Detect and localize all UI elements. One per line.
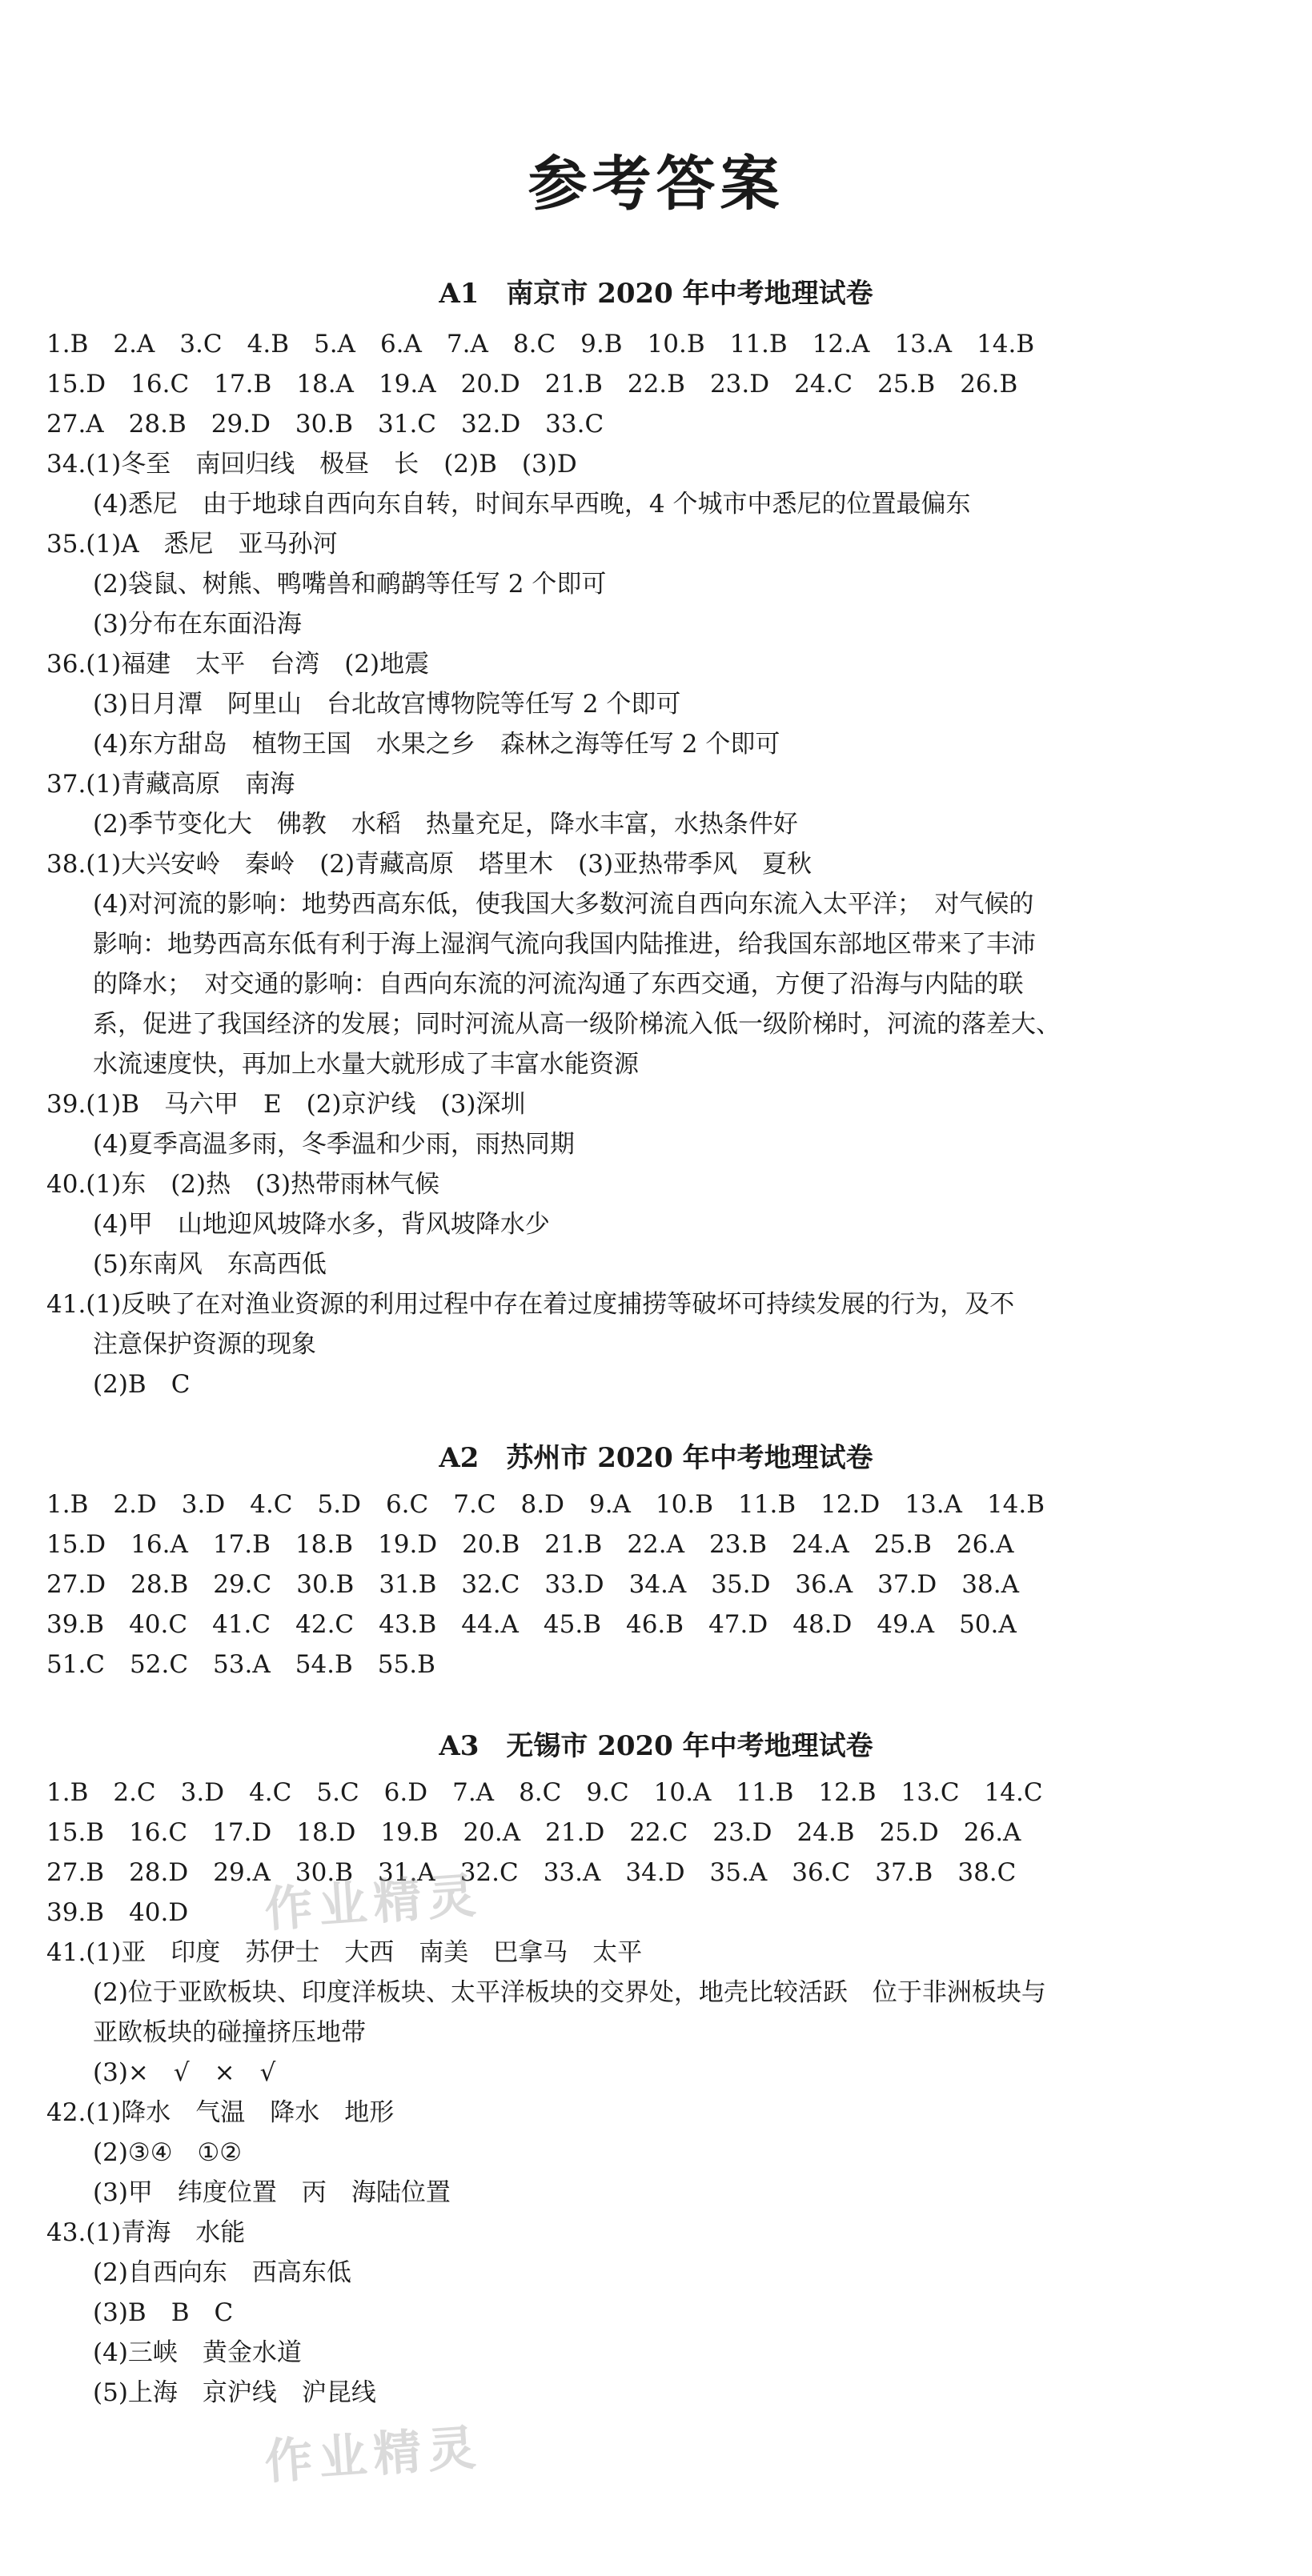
answer-line: 39.(1)B 马六甲 E (2)京沪线 (3)深圳 bbox=[46, 1090, 526, 1119]
answer-line: (4)夏季高温多雨，冬季温和少雨，雨热同期 bbox=[93, 1130, 575, 1159]
section-heading-a2: A2 苏州市 2020 年中考地理试卷 bbox=[439, 1442, 873, 1474]
answer-line: 27.D 28.B 29.C 30.B 31.B 32.C 33.D 34.A 35.D 36.A 37.D 38.A bbox=[46, 1570, 1019, 1599]
section-heading-a3: A3 无锡市 2020 年中考地理试卷 bbox=[439, 1730, 873, 1762]
answer-line: (4)甲 山地迎风坡降水多，背风坡降水少 bbox=[93, 1210, 550, 1239]
answer-line: (2)季节变化大 佛教 水稻 热量充足，降水丰富，水热条件好 bbox=[93, 810, 798, 839]
answer-line: (2)B C bbox=[93, 1370, 191, 1399]
answer-line: 水流速度快，再加上水量大就形成了丰富水能资源 bbox=[93, 1050, 639, 1079]
answer-line: (3)× √ × √ bbox=[93, 2058, 276, 2087]
answer-line: 42.(1)降水 气温 降水 地形 bbox=[46, 2098, 395, 2127]
answer-line: 36.(1)福建 太平 台湾 (2)地震 bbox=[46, 650, 430, 679]
answer-line: 系，促进了我国经济的发展；同时河流从高一级阶梯流入低一级阶梯时，河流的落差大、 bbox=[93, 1010, 1061, 1039]
answer-line: 41.(1)亚 印度 苏伊士 大西 南美 巴拿马 太平 bbox=[46, 1938, 643, 1967]
answer-line: 34.(1)冬至 南回归线 极昼 长 (2)B (3)D bbox=[46, 450, 577, 479]
answer-line: (3)B B C bbox=[93, 2298, 234, 2327]
answer-line: 51.C 52.C 53.A 54.B 55.B bbox=[46, 1650, 435, 1679]
answer-line: (4)东方甜岛 植物王国 水果之乡 森林之海等任写 2 个即可 bbox=[93, 730, 780, 759]
answer-line: (5)东南风 东高西低 bbox=[93, 1250, 327, 1279]
answer-line: 39.B 40.C 41.C 42.C 43.B 44.A 45.B 46.B 47.D 48.D 49.A 50.A bbox=[46, 1610, 1017, 1639]
watermark: 作业精灵 bbox=[263, 1867, 484, 1939]
answer-line: 40.(1)东 (2)热 (3)热带雨林气候 bbox=[46, 1170, 440, 1199]
answer-line: (4)悉尼 由于地球自西向东自转，时间东早西晚，4 个城市中悉尼的位置最偏东 bbox=[93, 490, 971, 519]
answer-line: (4)三峡 黄金水道 bbox=[93, 2338, 302, 2367]
answer-line: (3)分布在东面沿海 bbox=[93, 610, 302, 639]
answer-line: (3)日月潭 阿里山 台北故宫博物院等任写 2 个即可 bbox=[93, 690, 681, 719]
answer-line: (3)甲 纬度位置 丙 海陆位置 bbox=[93, 2178, 451, 2207]
answer-line: 注意保护资源的现象 bbox=[93, 1330, 316, 1359]
answer-line: (2)自西向东 西高东低 bbox=[93, 2258, 351, 2287]
answer-line: 39.B 40.D bbox=[46, 1898, 189, 1927]
answer-line: 27.A 28.B 29.D 30.B 31.C 32.D 33.C bbox=[46, 410, 604, 439]
answer-line: 1.B 2.C 3.D 4.C 5.C 6.D 7.A 8.C 9.C 10.A 11.B 12.B 13.C 14.C bbox=[46, 1778, 1043, 1807]
page-title: 参考答案 bbox=[528, 150, 784, 218]
answer-line: 亚欧板块的碰撞挤压地带 bbox=[93, 2018, 366, 2047]
answer-line: 的降水； 对交通的影响：自西向东流的河流沟通了东西交通，方便了沿海与内陆的联 bbox=[93, 970, 1024, 999]
answer-line: (2)③④ ①② bbox=[93, 2138, 243, 2167]
answer-line: 1.B 2.D 3.D 4.C 5.D 6.C 7.C 8.D 9.A 10.B 11.B 12.D 13.A 14.B bbox=[46, 1490, 1045, 1519]
answer-line: 37.(1)青藏高原 南海 bbox=[46, 770, 295, 799]
answer-line: (4)对河流的影响：地势西高东低，使我国大多数河流自西向东流入太平洋； 对气候的 bbox=[93, 890, 1034, 919]
answer-line: 15.D 16.C 17.B 18.A 19.A 20.D 21.B 22.B 23.D 24.C 25.B 26.B bbox=[46, 370, 1018, 399]
section-heading-a1: A1 南京市 2020 年中考地理试卷 bbox=[439, 278, 873, 310]
answer-line: 15.D 16.A 17.B 18.B 19.D 20.B 21.B 22.A 23.B 24.A 25.B 26.A bbox=[46, 1530, 1014, 1559]
answer-line: 38.(1)大兴安岭 秦岭 (2)青藏高原 塔里木 (3)亚热带季风 夏秋 bbox=[46, 850, 812, 879]
answer-line: 35.(1)A 悉尼 亚马孙河 bbox=[46, 530, 338, 559]
answer-line: 43.(1)青海 水能 bbox=[46, 2218, 246, 2247]
answer-line: 27.B 28.D 29.A 30.B 31.A 32.C 33.A 34.D 35.A 36.C 37.B 38.C bbox=[46, 1858, 1017, 1887]
answer-line: 1.B 2.A 3.C 4.B 5.A 6.A 7.A 8.C 9.B 10.B 11.B 12.A 13.A 14.B bbox=[46, 330, 1035, 359]
answer-line: 15.B 16.C 17.D 18.D 19.B 20.A 21.D 22.C 23.D 24.B 25.D 26.A bbox=[46, 1818, 1021, 1847]
watermark: 作业精灵 bbox=[263, 2419, 484, 2491]
answer-line: (2)位于亚欧板块、印度洋板块、太平洋板块的交界处，地壳比较活跃 位于非洲板块与 bbox=[93, 1978, 1046, 2007]
answer-line: (5)上海 京沪线 沪昆线 bbox=[93, 2378, 376, 2407]
answer-line: 41.(1)反映了在对渔业资源的利用过程中存在着过度捕捞等破坏可持续发展的行为，及不 bbox=[46, 1290, 1015, 1319]
answer-line: (2)袋鼠、树熊、鸭嘴兽和鸸鹋等任写 2 个即可 bbox=[93, 570, 607, 599]
answer-line: 影响：地势西高东低有利于海上湿润气流向我国内陆推进，给我国东部地区带来了丰沛 bbox=[93, 930, 1036, 959]
